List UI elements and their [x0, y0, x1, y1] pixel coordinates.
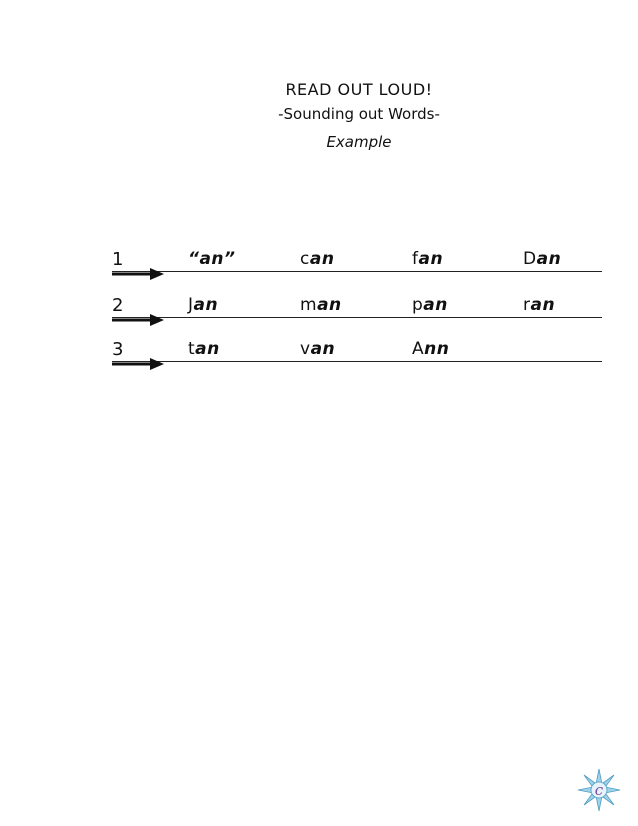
- word: Dan: [523, 249, 562, 269]
- logo-letter: c: [594, 781, 604, 799]
- row-rule: [112, 361, 602, 363]
- word: man: [300, 295, 342, 315]
- row-number: 1: [112, 249, 124, 270]
- word: Jan: [188, 295, 219, 315]
- word: tan: [188, 339, 220, 359]
- word-row-3: [112, 322, 602, 362]
- word: ran: [523, 295, 556, 315]
- row-rule: [112, 317, 602, 319]
- word: can: [300, 249, 335, 269]
- word: pan: [412, 295, 448, 315]
- word-row-1: [112, 232, 602, 272]
- snowflake-logo-icon: [577, 768, 621, 812]
- row-number: 3: [112, 339, 124, 360]
- word: fan: [412, 249, 444, 269]
- row-rule: [112, 271, 602, 273]
- word: Ann: [412, 339, 450, 359]
- word: van: [300, 339, 336, 359]
- page-subtitle: -Sounding out Words-: [278, 105, 440, 123]
- arrow-right-icon: [112, 357, 164, 371]
- word: “an”: [188, 249, 236, 269]
- row-number: 2: [112, 295, 124, 316]
- example-label: Example: [326, 133, 392, 151]
- page-title: READ OUT LOUD!: [285, 80, 433, 99]
- word-row-2: [112, 278, 602, 318]
